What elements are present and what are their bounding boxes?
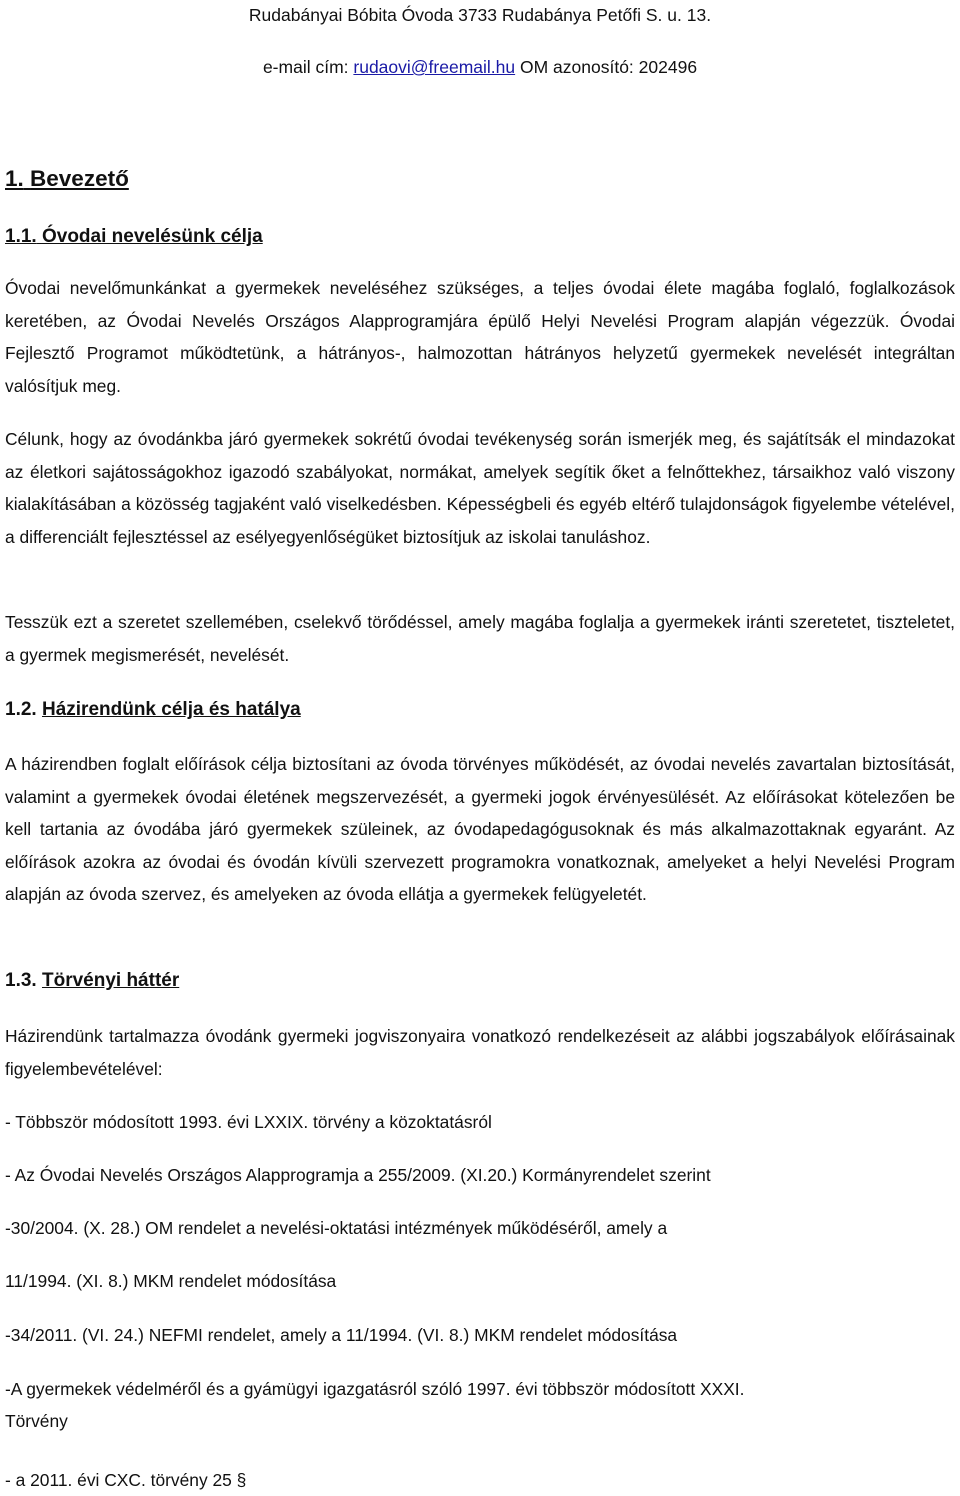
paragraph-love: Tesszük ezt a szeretet szellemében, cselekvő törődéssel, amely magába foglalja a gyermekek iránti szeretetet, tiszteletet, a gyermek megismerését, nevelését. — [5, 612, 955, 665]
section-1-3-number: 1.3. — [5, 970, 37, 991]
section-1-3-heading — [5, 968, 179, 994]
om-id: OM azonosító: 202496 — [515, 57, 698, 77]
section-1-1-heading — [5, 224, 263, 250]
legal-item: - Az Óvodai Nevelés Országos Alapprogramja a 255/2009. (XI.20.) Kormányrendelet szerint — [5, 1165, 711, 1185]
section-1-2-title: Házirendünk célja és hatálya — [41, 699, 301, 720]
section-1-3-title: Törvényi háttér — [41, 970, 180, 991]
section-1-2-number: 1.2. — [5, 699, 37, 720]
header-address: Rudabányai Bóbita Óvoda 3733 Rudabánya Petőfi S. u. 13. — [248, 5, 712, 25]
email-label: e-mail cím: — [262, 57, 354, 77]
legal-item: Törvény — [5, 1411, 68, 1431]
paragraph-legal-intro: Házirendünk tartalmazza óvodánk gyermeki jogviszonyaira vonatkozó rendelkezéseit az alábbi jogszabályok előírásainak figyelembevételével: — [5, 1026, 955, 1079]
email-link[interactable]: rudaovi@freemail.hu — [353, 57, 516, 77]
paragraph-house-rules: A házirendben foglalt előírások célja biztosítani az óvoda törvényes működését, az óvodai nevelés zavartalan biztosítását, valamint a gyermekek óvodai életének megszervezését, a gyermeki jogok érvényesülését. Az előírásokat kötelezően be kell tartania az óvodába járó gyermekek szüleinek, az óvodapedagógusoknak és más alkalmazottaknak egyaránt. Az előírások azokra az óvodai és óvodán kívüli szervezett programokra vonatkoznak, amelyeket a helyi Nevelési Program alapján az óvoda szervez, és amelyeken az óvoda ellátja a gyermekek felügyeletét. — [5, 754, 955, 905]
legal-item: -A gyermekek védelméről és a gyámügyi igazgatásról szóló 1997. évi többször módosított XXXI. — [5, 1379, 745, 1399]
legal-item: -34/2011. (VI. 24.) NEFMI rendelet, amely a 11/1994. (VI. 8.) MKM rendelet módosítása — [5, 1325, 678, 1345]
header-contact — [0, 55, 960, 79]
section-1-number: 1. — [5, 166, 24, 191]
section-1-heading — [5, 165, 129, 193]
legal-item: - Többször módosított 1993. évi LXXIX. törvény a közoktatásról — [5, 1112, 492, 1132]
legal-item: -30/2004. (X. 28.) OM rendelet a nevelési-oktatási intézmények működéséről, amely a — [5, 1218, 668, 1238]
section-1-1-number: 1.1. — [5, 226, 37, 247]
paragraph-goal: Óvodai nevelőmunkánkat a gyermekek neveléséhez szükséges, a teljes óvodai élete magába foglaló, foglalkozások keretében, az Óvodai Nevelés Országos Alapprogramjára épülő Helyi Nevelési Program alapján végezzük. Óvodai Fejlesztő Programot működtetünk, a hátrányos-, halmozottan hátrányos helyzetű gyermekek nevelését integráltan valósítjuk meg. — [5, 278, 955, 396]
section-1-title: Bevezető — [30, 166, 129, 191]
paragraph-aim: Célunk, hogy az óvodánkba járó gyermekek sokrétű óvodai tevékenység során ismerjék meg, és sajátítsák el mindazokat az életkori sajátosságokhoz igazodó szabályokat, normákat, amelyek segítik őket a felnőttekhez, társaikhoz való viszony kialakításában a közösség tagjaként való viselkedésben. Képességbeli és egyéb eltérő tulajdonságok figyelembe vételével, a differenciált fejlesztéssel az esélyegyenlőségüket biztosítjuk az iskolai tanuláshoz. — [5, 429, 955, 547]
section-1-1-title: Óvodai nevelésünk célja — [41, 226, 263, 247]
legal-item: - a 2011. évi CXC. törvény 25 § — [5, 1470, 247, 1490]
section-1-2-heading — [5, 697, 301, 723]
legal-item: 11/1994. (XI. 8.) MKM rendelet módosítása — [5, 1271, 337, 1291]
